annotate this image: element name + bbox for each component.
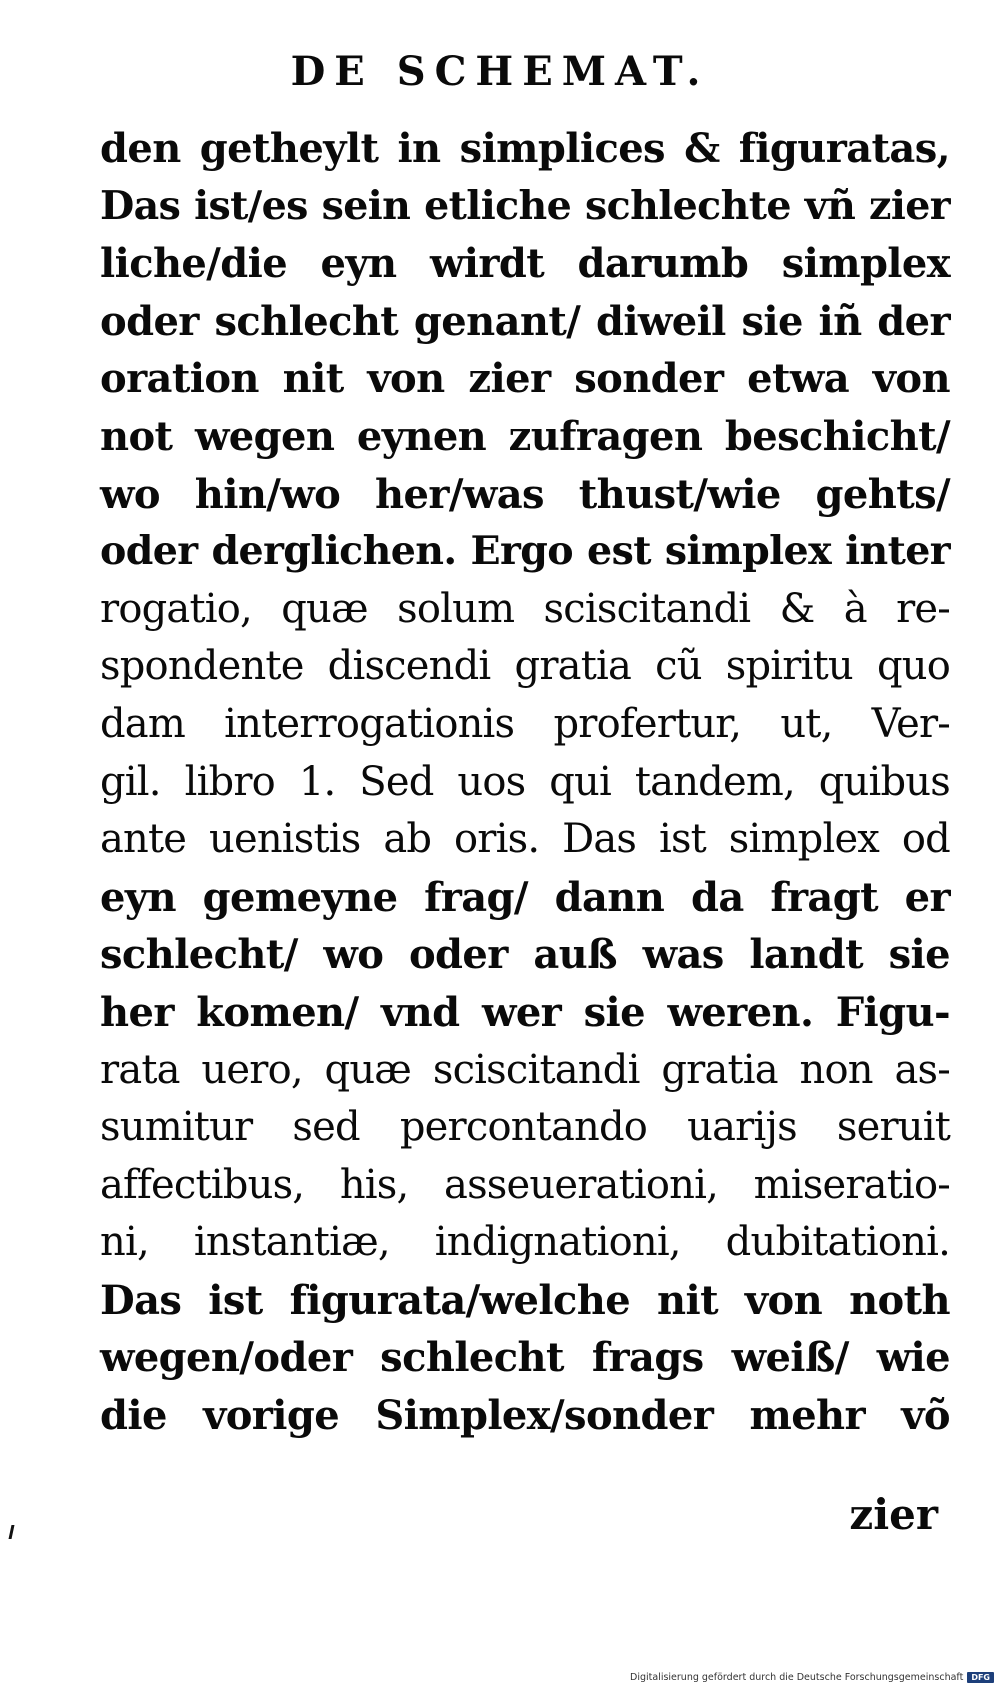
text-line: ni, instantiæ, indignationi, dubitationi. bbox=[100, 1219, 950, 1266]
text-line: spondente discendi gratia cũ spiritu quo bbox=[100, 643, 950, 690]
text-line: ante uenistis ab oris. Das ist simplex od bbox=[100, 816, 950, 863]
text-line: die vorige Simplex/sonder mehr võ bbox=[100, 1392, 950, 1440]
text-line: liche/die eyn wirdt darumb simplex bbox=[100, 240, 950, 288]
text-block bbox=[100, 120, 950, 1445]
text-line: sumitur sed percontando uarijs seruit bbox=[100, 1104, 950, 1151]
text-line: affectibus, his, asseuerationi, miseratio- bbox=[100, 1161, 950, 1208]
running-head: DE SCHEMAT. bbox=[290, 48, 710, 95]
dfg-logo: DFG bbox=[967, 1672, 994, 1683]
text-line: dam interrogationis profertur, ut, Ver- bbox=[100, 700, 950, 747]
text-line: wo hin/wo her/was thust/wie gehts/ bbox=[100, 470, 950, 518]
footer-credit: Digitalisierung gefördert durch die Deutsche Forschungsgemeinschaft bbox=[630, 1672, 964, 1683]
text-line: eyn gemeyne frag/ dann da fragt er bbox=[100, 873, 950, 921]
text-line: wegen/oder schlecht frags weiß/ wie bbox=[100, 1334, 950, 1382]
text-line: oder schlecht genant/ diweil sie iñ der bbox=[100, 297, 950, 345]
text-line: oration nit von zier sonder etwa von bbox=[100, 355, 950, 403]
text-line: gil. libro 1. Sed uos qui tandem, quibus bbox=[100, 758, 950, 805]
text-line: oder derglichen. Ergo est simplex inter bbox=[100, 528, 950, 575]
text-line: rata uero, quæ sciscitandi gratia non as- bbox=[100, 1046, 950, 1093]
text-line: Das ist/es sein etliche schlechte vñ zier bbox=[100, 182, 950, 229]
ink-mark bbox=[9, 1525, 15, 1539]
catchword: zier bbox=[849, 1490, 938, 1539]
digitization-footer bbox=[630, 1672, 994, 1683]
text-line: not wegen eynen zufragen beschicht/ bbox=[100, 412, 950, 460]
text-line: Das ist figurata/welche nit von noth bbox=[100, 1276, 950, 1324]
text-line: her komen/ vnd wer sie weren. Figu- bbox=[100, 988, 950, 1036]
text-line: schlecht/ wo oder auß was landt sie bbox=[100, 931, 950, 979]
text-line: den getheylt in simplices & figuratas, bbox=[100, 125, 950, 172]
text-line: rogatio, quæ solum sciscitandi & à re- bbox=[100, 585, 950, 632]
